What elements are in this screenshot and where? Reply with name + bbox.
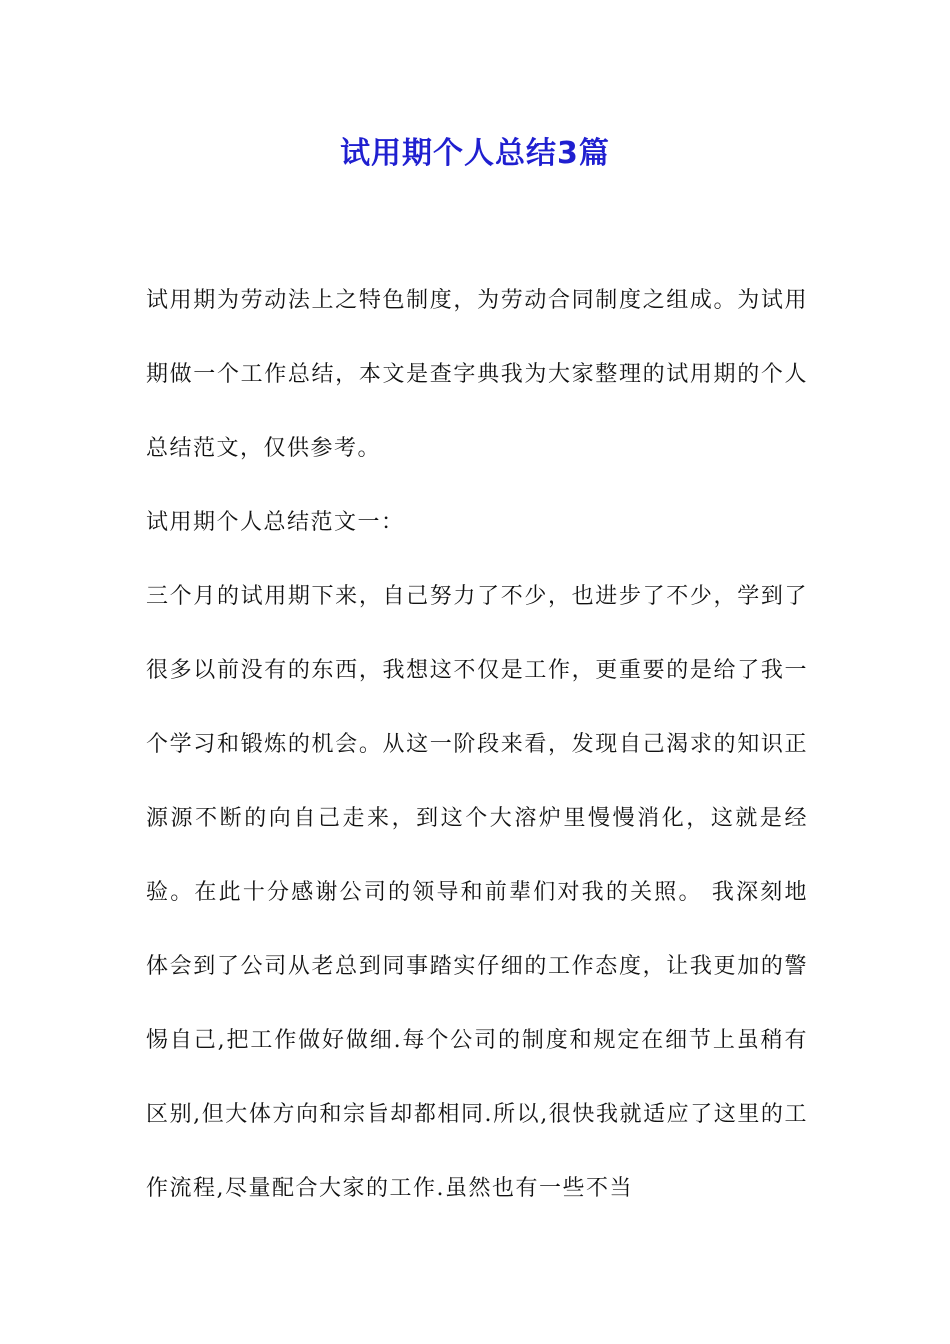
body-paragraph: 三个月的试用期下来，自己努力了不少，也进步了不少，学到了很多以前没有的东西，我想这不仅是工作，更重要的是给了我一个学习和锻炼的机会。从这一阶段来看，发现自己渴求的知识正源源不断的向自己走来，到这个大溶炉里慢慢消化，这就是经验。在此十分感谢公司的领导和前辈们对我的关照。 我深刻地体会到了公司从老总到同事踏实仔细的工作态度，让我更加的警惕自己,把工作做好做细.每个公司的制度和规定在细节上虽稍有区别,但大体方向和宗旨却都相同.所以,很快我就适应了这里的工作流程,尽量配合大家的工作.虽然也有一些不当 [146, 584, 808, 1201]
document-body [146, 264, 808, 1226]
section-heading-paragraph: 试用期个人总结范文一： [146, 510, 405, 535]
intro-paragraph: 试用期为劳动法上之特色制度，为劳动合同制度之组成。为试用期做一个工作总结，本文是查字典我为大家整理的试用期的个人总结范文，仅供参考。 [146, 288, 808, 461]
document-title: 试用期个人总结3篇 [340, 136, 610, 171]
